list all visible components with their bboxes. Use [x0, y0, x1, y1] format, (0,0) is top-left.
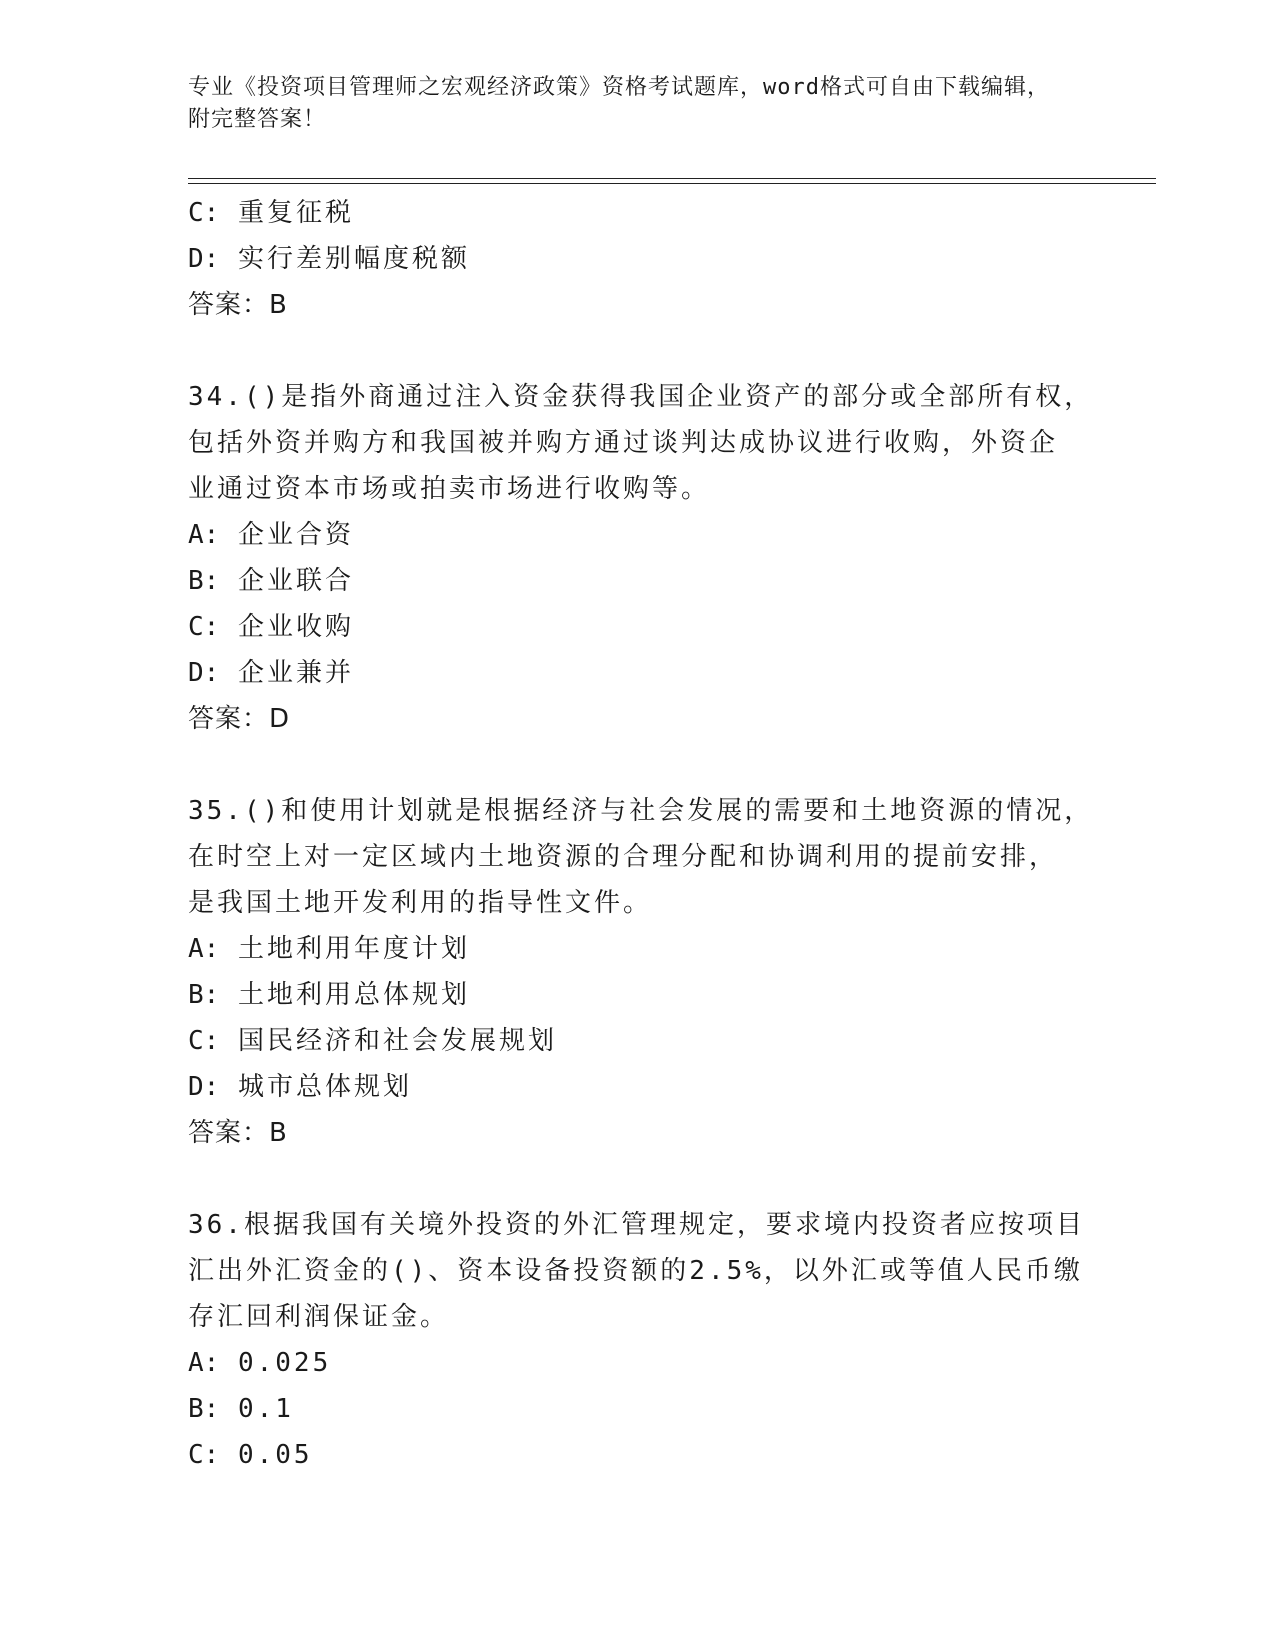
option-a: A: 0.025: [188, 1348, 332, 1378]
option-d: D: 实行差别幅度税额: [188, 244, 470, 274]
answer-line: 答案：B: [188, 1118, 288, 1148]
question-text-line: 存汇回利润保证金。: [188, 1302, 450, 1332]
option-c: C: 国民经济和社会发展规划: [188, 1026, 557, 1056]
option-d: D: 企业兼并: [188, 658, 354, 688]
option-c: C: 企业收购: [188, 612, 354, 642]
option-b: B: 企业联合: [188, 566, 354, 596]
question-text-line: 36.根据我国有关境外投资的外汇管理规定，要求境内投资者应按项目: [188, 1210, 1085, 1240]
prev-question-tail: [188, 190, 1088, 328]
answer-line: 答案：D: [188, 704, 291, 734]
document-header: [188, 72, 1068, 136]
header-rule-bottom: [188, 183, 1156, 184]
question-text-line: 35.()和使用计划就是根据经济与社会发展的需要和土地资源的情况，: [188, 796, 1094, 826]
question-text-line: 汇出外汇资金的()、资本设备投资额的2.5%，以外汇或等值人民币缴: [188, 1256, 1083, 1286]
header-rule-top: [188, 178, 1156, 179]
question-text-line: 包括外资并购方和我国被并购方通过谈判达成协议进行收购，外资企: [188, 428, 1059, 458]
answer-line: 答案：B: [188, 290, 288, 320]
option-d: D: 城市总体规划: [188, 1072, 412, 1102]
option-b: B: 土地利用总体规划: [188, 980, 470, 1010]
document-body: [188, 190, 1094, 1478]
question-36: [188, 1202, 1088, 1478]
question-35: [188, 788, 1094, 1156]
option-c: C: 重复征税: [188, 198, 354, 228]
question-text-line: 是我国土地开发利用的指导性文件。: [188, 888, 653, 918]
option-c: C: 0.05: [188, 1440, 313, 1470]
question-34: [188, 374, 1094, 742]
question-text-line: 34.()是指外商通过注入资金获得我国企业资产的部分或全部所有权，: [188, 382, 1094, 412]
header-title: 专业《投资项目管理师之宏观经济政策》资格考试题库，word格式可自由下载编辑，附完整答案！: [188, 75, 1050, 132]
option-b: B: 0.1: [188, 1394, 294, 1424]
question-text-line: 在时空上对一定区域内土地资源的合理分配和协调利用的提前安排，: [188, 842, 1059, 872]
option-a: A: 企业合资: [188, 520, 354, 550]
option-a: A: 土地利用年度计划: [188, 934, 470, 964]
question-text-line: 业通过资本市场或拍卖市场进行收购等。: [188, 474, 711, 504]
